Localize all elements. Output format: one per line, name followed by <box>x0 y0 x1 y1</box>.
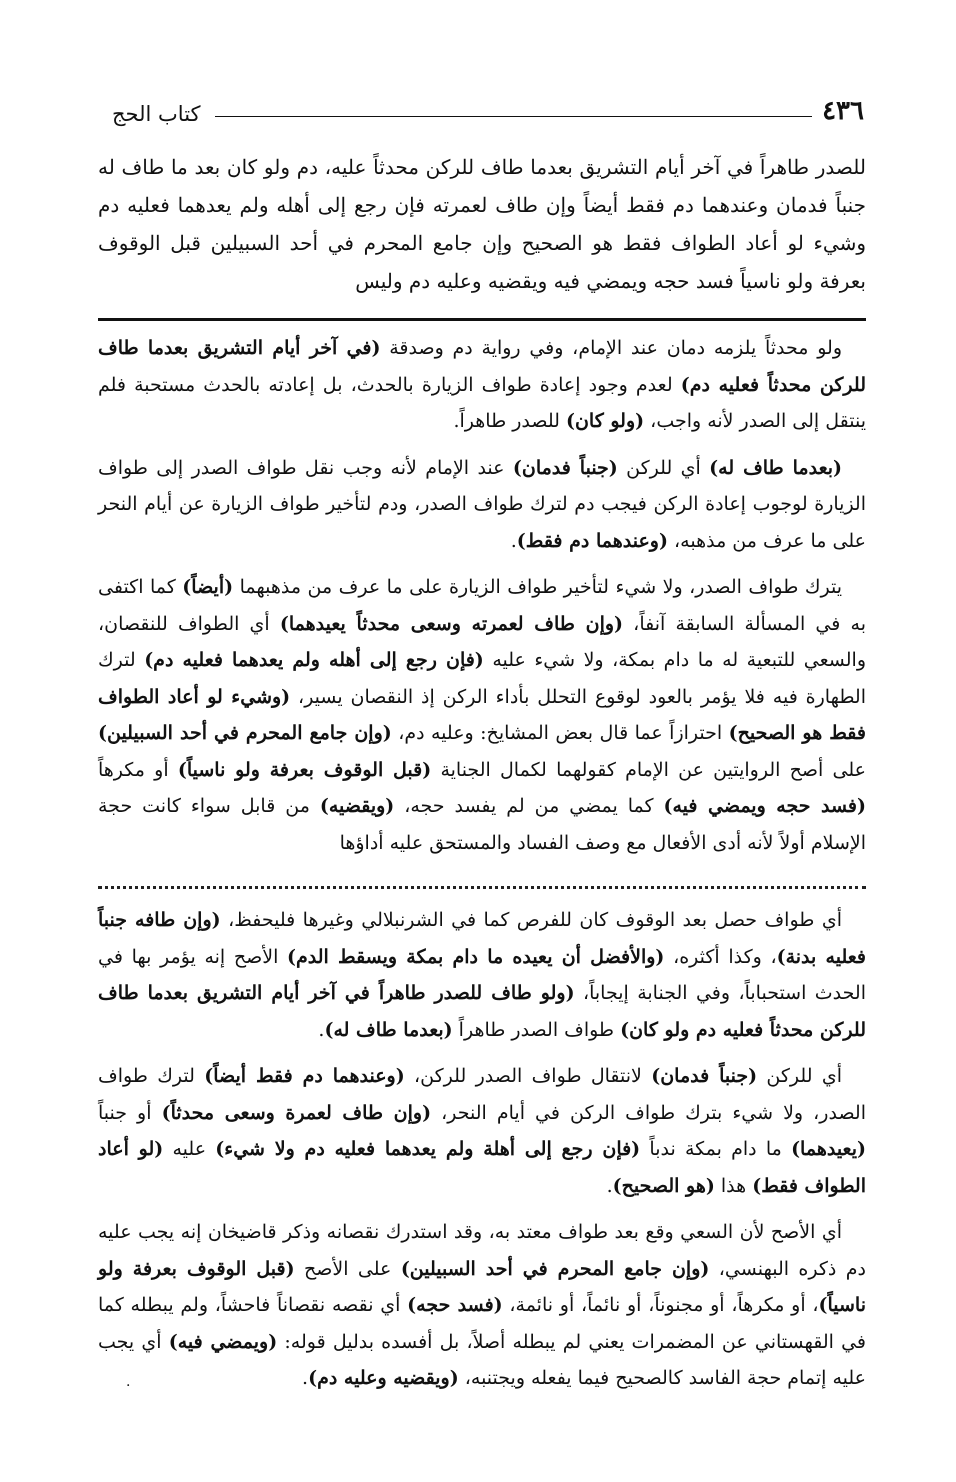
quoted-matn: (فإن رجع إلى أهلة ولم يعدهما فعليه دم ولا شيء) <box>215 1138 641 1160</box>
commentary-text: أي نقصه نقصاناً فاحشاً، ولم يبطله كما في القهستاني عن المضمرات يعني لم يبطله أصلاً، بل أفسده بدليل قوله: <box>98 1294 866 1353</box>
commentary-text: لانتقال طواف الصدر للركن، <box>404 1065 652 1087</box>
quoted-matn: (وإن طاف لعمرته وسعى محدثاً يعيدهما) <box>279 612 624 635</box>
quoted-matn: (فسد حجه ويمضي فيه) <box>663 795 866 817</box>
commentary-text: عند الإمام لأنه وجب نقل طواف الصدر إلى طواف الزيارة لوجوب إعادة الركن فيجب دم لترك طواف الصدر، ودم لتأخير طواف الزيارة عن أيام النحر على ما عرف من مذهبه، <box>98 456 866 552</box>
commentary-text: أو مكرهاً <box>98 758 178 781</box>
commentary-paragraph <box>98 569 866 861</box>
quoted-matn: (قبل الوقوف بعرفة ولو ناسياً) <box>98 1257 866 1316</box>
commentary-text: كما يمضي من لم يفسد حجه، <box>394 795 664 817</box>
page-header <box>112 92 864 126</box>
commentary-text: ما دام بمكة ندباً <box>640 1138 792 1160</box>
quoted-matn: (أيضاً) <box>182 576 234 598</box>
commentary-text: ولو محدثاً يلزمه دمان عند الإمام، وفي رواية دم وصدقة <box>380 337 842 359</box>
header-rule <box>215 116 813 117</box>
commentary-text: ، أو مكرهاً، أو مجنوناً، أو نائماً، أو نائمة، <box>502 1294 819 1316</box>
quoted-matn: (ويقضيه وعليه دم) <box>308 1367 459 1389</box>
commentary-text: ، وكذا أكثره، <box>664 945 777 968</box>
commentary-text: أي يجب عليه إتمام حجة الفاسد كالصحيح فيما يفعله ويجتنبه، <box>98 1330 866 1389</box>
commentary-section-2 <box>98 902 866 1397</box>
commentary-section-1 <box>98 330 866 861</box>
matn-separator-rule <box>98 318 866 321</box>
quoted-matn: (وعندهما دم فقط أيضاً) <box>204 1065 405 1087</box>
quoted-matn: (قبل الوقوف بعرفة ولو ناسياً) <box>177 758 432 781</box>
matn-text: للصدر طاهراً في آخر أيام التشريق بعدما طاف للركن محدثاً عليه، دم ولو كان بعد ما طاف له جنباً فدمان وعندهما دم فقط أيضاً وإن طاف لعمرته فإن رجع إلى أهله ولم يعدهما فعليه دم وشيء لو أعاد الطواف فقط هو الصحيح وإن جامع المحرم في أحد السبيلين قبل الوقوف بعرفة ولو ناسياً فسد حجه ويمضي فيه ويقضيه وعليه دم وليس <box>98 155 866 293</box>
quoted-matn: (في آخر أيام التشريق بعدما طاف للركن محدثاً فعليه دم) <box>98 337 866 396</box>
commentary-text: على الأصح <box>294 1257 401 1280</box>
commentary-text: أي الطواف للنقصان، والسعي للتبعية له ما دام بمكة، ولا شيء عليه <box>98 612 866 671</box>
quoted-matn: (فسد حجه) <box>407 1294 503 1316</box>
commentary-text: للصدر طاهراً. <box>453 410 566 432</box>
commentary-text: أي الأصح لأن السعي وقع بعد طواف معتد به، وقد استدرك نقصانه وذكر قاضيخان إنه يجب عليه دم ذكره البهنسي، <box>98 1221 866 1280</box>
quoted-matn: (ويقضيه) <box>319 795 395 817</box>
commentary-text: طواف الصدر طاهراً <box>452 1018 621 1041</box>
commentary-text: لعدم وجود إعادة طواف الزيارة بالحدث، بل إعادته بالحدث مستحبة فلم ينتقل إلى الصدر لأنه واجب، <box>98 373 866 432</box>
commentary-paragraph <box>98 1214 866 1397</box>
commentary-text: كما اكتفى به في المسألة السابقة آنفاً، <box>98 576 866 635</box>
quoted-matn: (ويمضي فيه) <box>168 1330 278 1353</box>
commentary-paragraph <box>98 1058 866 1204</box>
commentary-text: يترك طواف الصدر، ولا شيء لتأخير طواف الزيارة على ما عرف من مذهبهما <box>233 576 842 598</box>
quoted-matn: (هو الصحيح) <box>612 1174 715 1197</box>
quoted-matn: (وشيء لو أعاد الطواف فقط هو الصحيح) <box>98 685 866 744</box>
commentary-text: عليه <box>163 1138 216 1160</box>
quoted-matn: (جنباً فدمان) <box>651 1065 758 1087</box>
commentary-text: هذا <box>714 1174 753 1197</box>
quoted-matn: (وإن طافه جنباً فعليه بدنة) <box>98 909 866 968</box>
commentary-text: . <box>318 1018 325 1041</box>
commentary-text: أي للركن <box>757 1065 842 1087</box>
commentary-text: . <box>510 529 517 552</box>
commentary-text: . <box>302 1367 309 1389</box>
commentary-text: على أصح الروايتين عن الإمام كقولهما لكمال الجناية <box>431 758 866 781</box>
quoted-matn: (فإن رجع إلى أهله ولم يعدهما فعليه دم) <box>144 649 484 671</box>
quoted-matn: (والأفضل أن يعيده ما دام بمكة ويسقط الدم) <box>287 945 665 968</box>
quoted-matn: (ولو كان) <box>565 410 645 432</box>
dotted-divider <box>98 886 866 889</box>
book-title: كتاب الحج <box>112 102 201 126</box>
quoted-matn: (لو أعاد الطواف فقط) <box>98 1138 866 1197</box>
commentary-text: لترك طواف الصدر، ولا شيء بترك طواف الركن في أيام النحر، <box>98 1065 866 1124</box>
commentary-paragraph <box>98 902 866 1048</box>
quoted-matn: (وعندهما دم فقط) <box>516 529 668 552</box>
print-mark: · <box>126 1378 131 1394</box>
quoted-matn: (وإن طاف لعمرة وسعى محدثاً) <box>161 1101 432 1124</box>
quoted-matn: (وإن جامع المحرم في أحد السبيلين) <box>400 1257 710 1280</box>
quoted-matn: (بعدما طاف له) <box>709 456 843 479</box>
quoted-matn: (بعدما طاف له) <box>324 1018 453 1041</box>
commentary-text: أو جنباً <box>98 1101 162 1124</box>
commentary-text: أي طواف حصل بعد الوقوف كان للفرص كما في الشرنبلالي وغيرها فليحفظ، <box>220 909 842 931</box>
quoted-matn: (ولو طاف للصدر طاهراً في آخر أيام التشريق بعدما طاف للركن محدثاً فعليه دم ولو كان) <box>98 982 866 1041</box>
quoted-matn: (وإن جامع المحرم في أحد السبيلين) <box>98 722 392 744</box>
commentary-text: أي للركن <box>617 456 710 479</box>
commentary-paragraph <box>98 330 866 440</box>
commentary-text: لترك الطهارة فيه فلا يؤمر بالعود لوقوع التحلل بأداء الركن إذ النقصان يسير، <box>98 649 867 708</box>
page-number: ٤٣٦ <box>822 96 864 126</box>
commentary-text: احترازاً عما قال بعض المشايخ: وعليه دم، <box>391 722 729 744</box>
commentary-text: الأصح إنه يؤمر بها في الحدث استحباباً، وفي الجنابة إيجاباً، <box>98 945 866 1004</box>
commentary-paragraph <box>98 450 866 560</box>
quoted-matn: (جنباً فدمان) <box>512 456 618 479</box>
commentary-text: . <box>606 1174 613 1197</box>
commentary-text: من قابل سواء كانت حجة الإسلام أولاً لأنه أدى الأفعال مع وصف الفساد والمستحق عليه أداؤها <box>98 795 866 854</box>
quoted-matn: (يعيدهما) <box>791 1138 866 1160</box>
